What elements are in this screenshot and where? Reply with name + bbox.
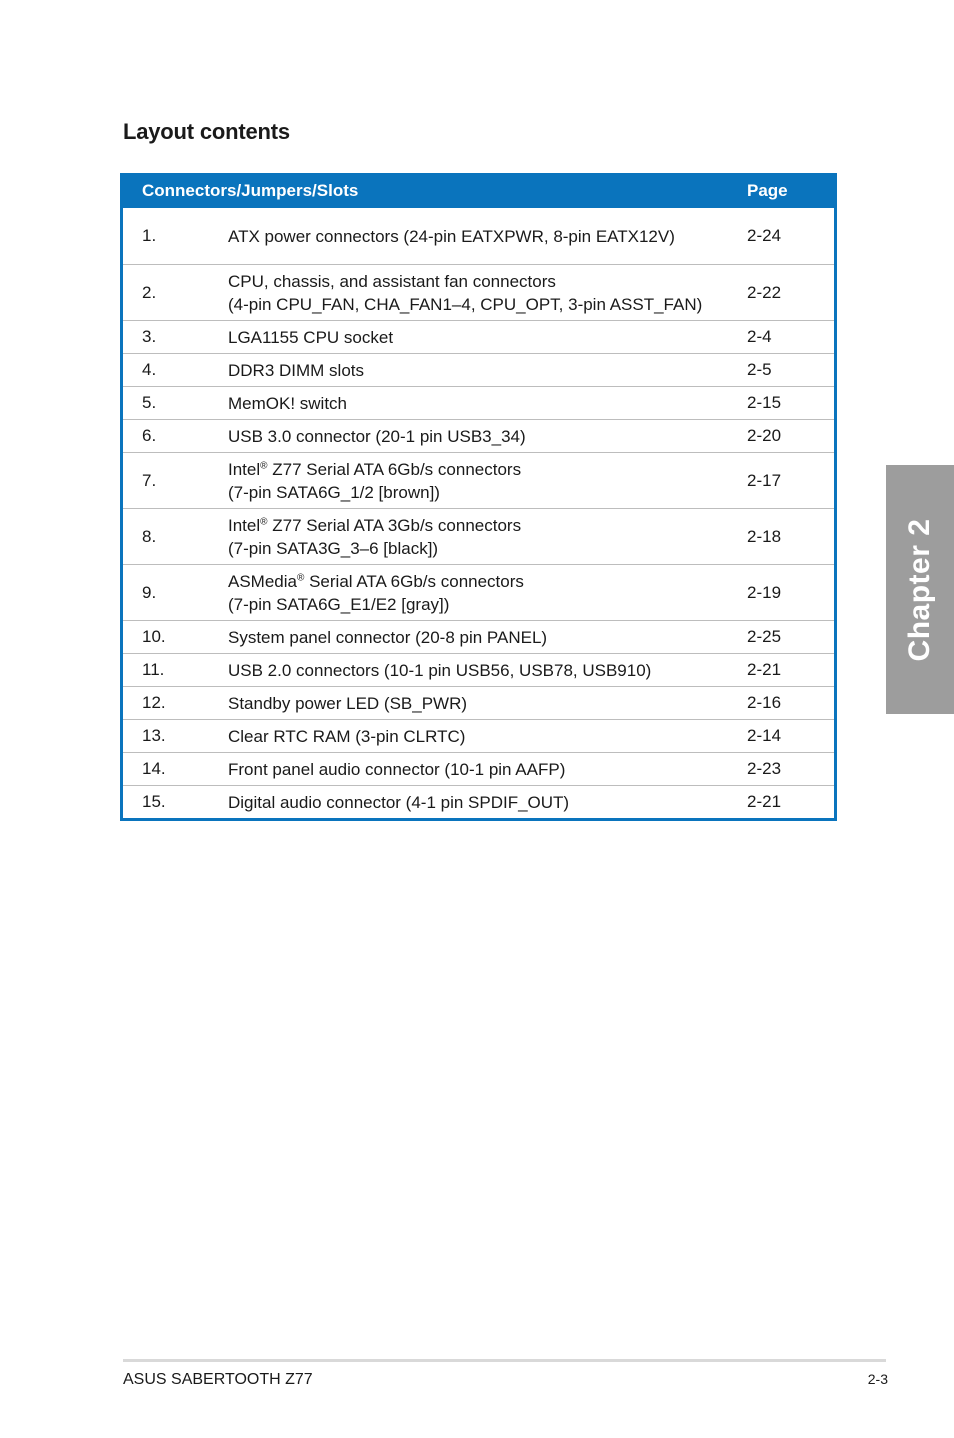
row-description <box>228 791 747 814</box>
row-number: 15. <box>142 792 166 811</box>
row-description-line: DDR3 DIMM slots <box>228 360 365 380</box>
table-row <box>123 653 834 686</box>
brand-name: Intel <box>228 459 261 479</box>
table-row <box>123 419 834 452</box>
row-number: 4. <box>142 360 157 379</box>
row-description <box>228 458 747 504</box>
row-page: 2-18 <box>747 526 782 546</box>
table-row <box>123 752 834 785</box>
row-number: 8. <box>142 526 157 546</box>
row-description-line: Front panel audio connector (10-1 pin AAFP) <box>228 759 566 779</box>
row-description-line <box>228 514 747 537</box>
row-description <box>228 425 747 448</box>
footer-divider <box>123 1359 886 1362</box>
row-description <box>228 225 747 248</box>
row-description <box>228 659 747 682</box>
row-page: 2-20 <box>747 426 782 445</box>
row-description-line: CPU, chassis, and assistant fan connectors <box>228 271 556 291</box>
row-description-line: USB 3.0 connector (20-1 pin USB3_34) <box>228 426 526 446</box>
table-row <box>123 620 834 653</box>
registered-mark: ® <box>296 571 305 583</box>
layout-contents-table <box>120 173 837 821</box>
row-page: 2-23 <box>747 759 782 778</box>
row-description-line: USB 2.0 connectors (10-1 pin USB56, USB78, USB910) <box>228 660 652 680</box>
row-description-line <box>228 458 747 481</box>
table-row <box>123 386 834 419</box>
table-header <box>123 173 834 208</box>
table-row <box>123 686 834 719</box>
row-page: 2-19 <box>747 582 782 602</box>
row-number: 11. <box>142 660 165 679</box>
row-description-rest: Z77 Serial ATA 6Gb/s connectors <box>267 459 522 479</box>
chapter-label: Chapter 2 <box>903 518 936 661</box>
table-row <box>123 785 834 818</box>
row-number: 7. <box>142 470 157 490</box>
registered-mark: ® <box>260 515 268 527</box>
footer-page-number: 2-3 <box>867 1371 888 1387</box>
row-description-rest: Serial ATA 6Gb/s connectors <box>304 571 524 591</box>
row-number: 10. <box>142 627 166 646</box>
row-description-line: Standby power LED (SB_PWR) <box>228 693 468 713</box>
row-number: 2. <box>142 282 157 302</box>
chapter-tab <box>886 465 954 714</box>
row-number: 12. <box>142 693 166 712</box>
row-description <box>228 514 747 560</box>
row-number: 1. <box>142 226 157 245</box>
table-row <box>123 320 834 353</box>
row-page: 2-16 <box>747 693 782 712</box>
row-page: 2-4 <box>747 327 772 346</box>
table-row <box>123 264 834 320</box>
registered-mark: ® <box>260 459 268 471</box>
table-row <box>123 208 834 264</box>
row-description <box>228 626 747 649</box>
brand-name: ASMedia <box>228 571 297 591</box>
row-description-line: Digital audio connector (4-1 pin SPDIF_OUT) <box>228 792 570 812</box>
row-number: 5. <box>142 393 157 412</box>
row-number: 13. <box>142 726 166 745</box>
table-row <box>123 452 834 508</box>
row-description <box>228 392 747 415</box>
row-number: 3. <box>142 327 157 346</box>
row-page: 2-17 <box>747 470 782 490</box>
row-page: 2-15 <box>747 393 782 412</box>
row-description-line: MemOK! switch <box>228 393 348 413</box>
row-number: 14. <box>142 759 166 778</box>
row-description <box>228 758 747 781</box>
row-page: 2-24 <box>747 226 782 245</box>
row-page: 2-14 <box>747 726 782 745</box>
row-description-line: LGA1155 CPU socket <box>228 327 394 347</box>
table-row <box>123 353 834 386</box>
row-description <box>228 326 747 349</box>
row-number: 6. <box>142 426 157 445</box>
row-page: 2-5 <box>747 360 772 379</box>
header-page-label: Page <box>747 180 788 200</box>
table-row <box>123 564 834 620</box>
row-description-rest: Z77 Serial ATA 3Gb/s connectors <box>267 515 522 535</box>
row-description-line: (7-pin SATA3G_3–6 [black]) <box>228 538 439 558</box>
header-item-label: Connectors/Jumpers/Slots <box>142 180 359 200</box>
row-page: 2-21 <box>747 660 782 679</box>
row-description <box>228 692 747 715</box>
row-description <box>228 359 747 382</box>
row-page: 2-25 <box>747 627 782 646</box>
row-description <box>228 270 747 316</box>
row-description <box>228 570 747 616</box>
row-description-line: System panel connector (20-8 pin PANEL) <box>228 627 548 647</box>
footer-product-name: ASUS SABERTOOTH Z77 <box>123 1371 313 1388</box>
row-description-line: (7-pin SATA6G_1/2 [brown]) <box>228 482 440 502</box>
row-number: 9. <box>142 582 157 602</box>
row-description <box>228 725 747 748</box>
table-row <box>123 719 834 752</box>
row-description-line: (4-pin CPU_FAN, CHA_FAN1–4, CPU_OPT, 3-pin ASST_FAN) <box>228 294 703 314</box>
section-title: Layout contents <box>123 119 290 144</box>
row-description-line: Clear RTC RAM (3-pin CLRTC) <box>228 726 466 746</box>
row-description-line <box>228 570 747 593</box>
table-row <box>123 508 834 564</box>
brand-name: Intel <box>228 515 261 535</box>
row-page: 2-22 <box>747 282 782 302</box>
row-description-line: (7-pin SATA6G_E1/E2 [gray]) <box>228 594 450 614</box>
row-description-line: ATX power connectors (24-pin EATXPWR, 8-pin EATX12V) <box>228 226 675 246</box>
row-page: 2-21 <box>747 792 782 811</box>
